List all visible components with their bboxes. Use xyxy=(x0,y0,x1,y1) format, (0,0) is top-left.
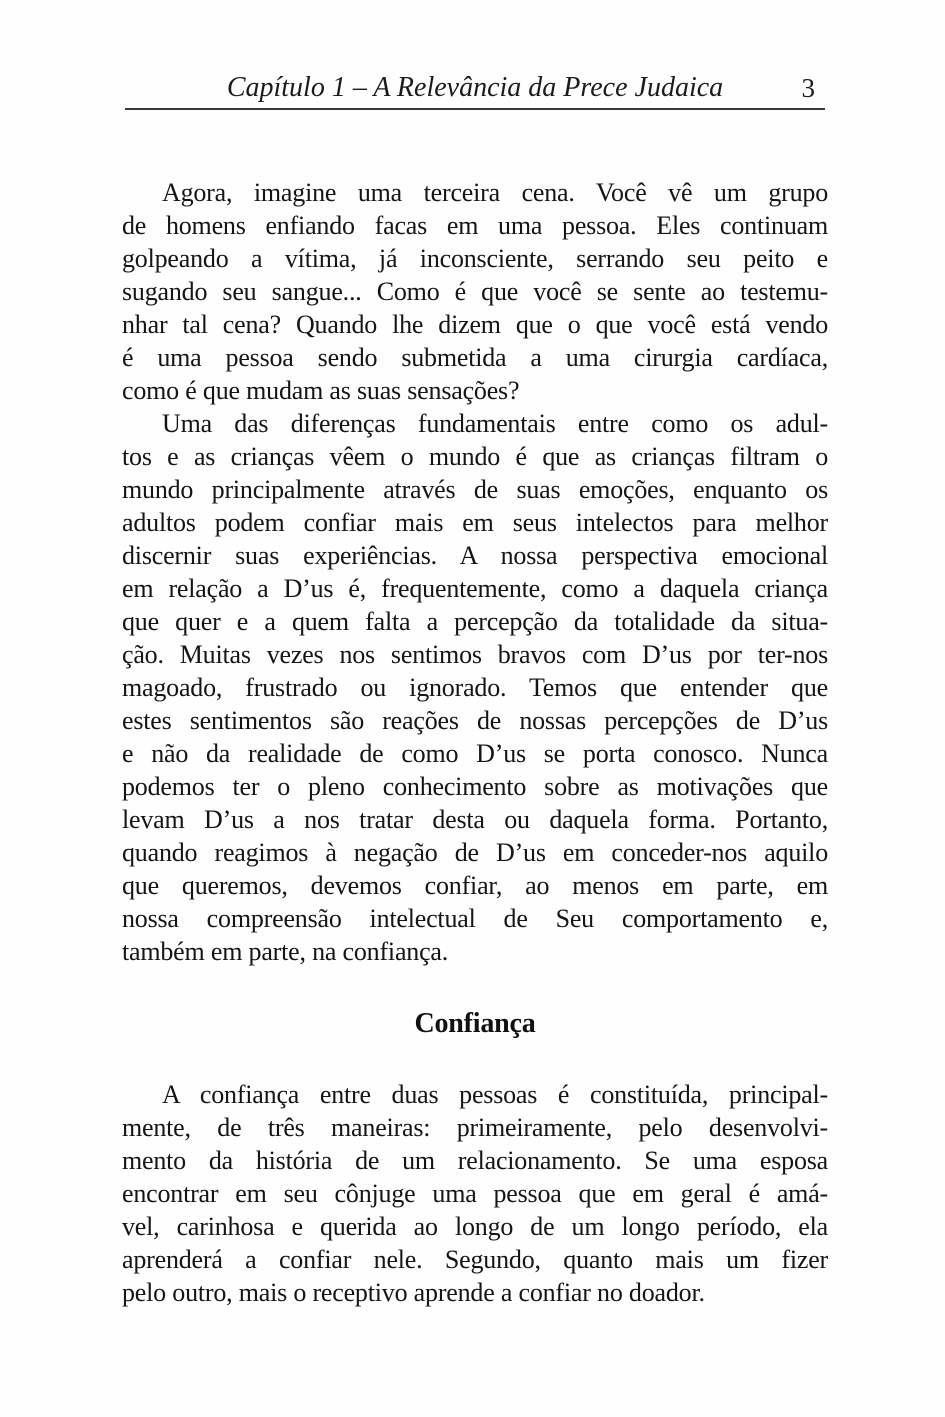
text-line: mento da história de um relacionamento. Se uma esposa xyxy=(122,1146,828,1175)
page-body xyxy=(122,176,828,1309)
text-line: vel, carinhosa e querida ao longo de um longo período, ela xyxy=(122,1212,828,1241)
text-line: levam D’us a nos tratar desta ou daquela forma. Portanto, xyxy=(122,805,828,834)
text-line: estes sentimentos são reações de nossas percepções de D’us xyxy=(122,706,828,735)
text-line: pelo outro, mais o receptivo aprende a confiar no doador. xyxy=(122,1278,705,1307)
paragraph xyxy=(122,407,828,968)
text-line: que queremos, devemos confiar, ao menos em parte, em xyxy=(122,871,828,900)
text-line: mente, de três maneiras: primeiramente, pelo desenvolvi- xyxy=(122,1113,828,1142)
text-line: golpeando a vítima, já inconsciente, serrando seu peito e xyxy=(122,244,828,273)
text-line: em relação a D’us é, frequentemente, como a daquela criança xyxy=(122,574,828,603)
text-line: discernir suas experiências. A nossa perspectiva emocional xyxy=(122,541,828,570)
text-line: é uma pessoa sendo submetida a uma cirurgia cardíaca, xyxy=(122,343,828,372)
text-line: adultos podem confiar mais em seus intelectos para melhor xyxy=(122,508,828,537)
text-line: A confiança entre duas pessoas é constituída, principal- xyxy=(162,1080,828,1109)
text-line: também em parte, na confiança. xyxy=(122,937,449,966)
text-line: como é que mudam as suas sensações? xyxy=(122,376,520,405)
text-line: mundo principalmente através de suas emoções, enquanto os xyxy=(122,475,828,504)
text-line: sugando seu sangue... Como é que você se sente ao testemu- xyxy=(122,277,828,306)
text-line: tos e as crianças vêem o mundo é que as crianças filtram o xyxy=(122,442,828,471)
text-line: de homens enfiando facas em uma pessoa. Eles continuam xyxy=(122,211,828,240)
text-line: ção. Muitas vezes nos sentimos bravos com D’us por ter-nos xyxy=(122,640,828,669)
text-line: Uma das diferenças fundamentais entre como os adul- xyxy=(162,409,828,438)
chapter-title: Capítulo 1 – A Relevância da Prece Judaica xyxy=(226,72,724,103)
text-line: que quer e a quem falta a percepção da totalidade da situa- xyxy=(122,607,828,636)
text-line: Agora, imagine uma terceira cena. Você vê um grupo xyxy=(162,178,828,207)
text-line: quando reagimos à negação de D’us em conceder-nos aquilo xyxy=(122,838,828,867)
text-line: podemos ter o pleno conhecimento sobre as motivações que xyxy=(122,772,828,801)
text-line: nhar tal cena? Quando lhe dizem que o que você está vendo xyxy=(122,310,828,339)
paragraph xyxy=(122,1078,828,1309)
section-heading: Confiança xyxy=(414,1008,536,1039)
text-line: magoado, frustrado ou ignorado. Temos que entender que xyxy=(122,673,828,702)
page-number: 3 xyxy=(801,73,815,103)
paragraph xyxy=(122,176,828,407)
text-line: encontrar em seu cônjuge uma pessoa que em geral é amá- xyxy=(122,1179,828,1208)
text-line: nossa compreensão intelectual de Seu comportamento e, xyxy=(122,904,828,933)
text-line: aprenderá a confiar nele. Segundo, quanto mais um fizer xyxy=(122,1245,828,1274)
text-line: e não da realidade de como D’us se porta conosco. Nunca xyxy=(122,739,828,768)
running-header xyxy=(125,72,825,110)
